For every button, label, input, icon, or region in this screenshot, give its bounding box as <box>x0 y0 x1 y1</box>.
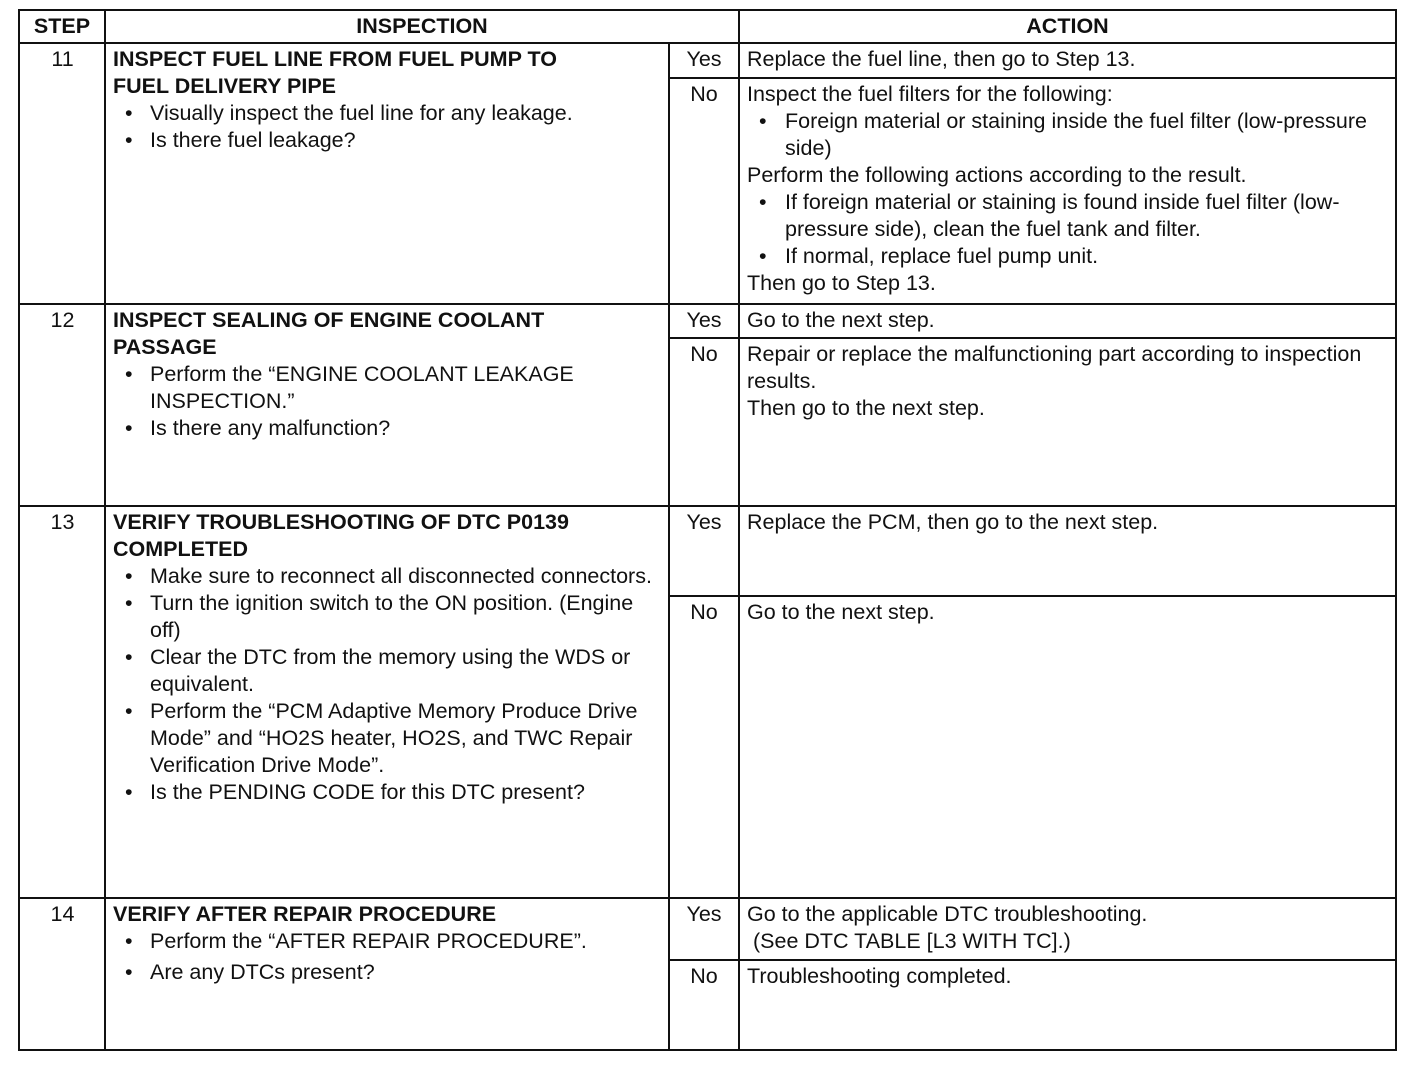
list-item: • Are any DTCs present? <box>113 959 662 986</box>
yes-label: Yes <box>669 43 739 78</box>
step-number: 14 <box>19 898 105 1050</box>
list-item: • Foreign material or staining inside the fuel filter (low-pressure side) <box>747 108 1389 162</box>
inspection-bullets <box>113 361 662 442</box>
header-inspection: INSPECTION <box>105 10 739 43</box>
inspection-title: VERIFY TROUBLESHOOTING OF DTC P0139 COMPLETED <box>113 510 569 561</box>
no-action: Troubleshooting completed. <box>739 960 1396 1050</box>
no-action: Repair or replace the malfunctioning part according to inspection results. Then go to the next step. <box>739 338 1396 506</box>
step-11-yes-row <box>19 43 1396 78</box>
yes-label: Yes <box>669 506 739 596</box>
list-item: • Turn the ignition switch to the ON position. (Engine off) <box>113 590 662 644</box>
list-item: • Perform the “AFTER REPAIR PROCEDURE”. <box>113 928 662 955</box>
step-number: 12 <box>19 304 105 506</box>
inspection-cell <box>105 43 669 304</box>
list-item: • If foreign material or staining is found inside fuel filter (low-pressure side), clean the fuel tank and filter. <box>747 189 1389 243</box>
list-item: • Clear the DTC from the memory using the WDS or equivalent. <box>113 644 662 698</box>
step-13-yes-row <box>19 506 1396 596</box>
header-step: STEP <box>19 10 105 43</box>
list-item: • Perform the “PCM Adaptive Memory Produce Drive Mode” and “HO2S heater, HO2S, and TWC Repair Verification Drive Mode”. <box>113 698 662 779</box>
troubleshooting-table <box>18 9 1397 1051</box>
yes-action: Go to the next step. <box>739 304 1396 338</box>
step-12-yes-row <box>19 304 1396 338</box>
no-label: No <box>669 596 739 898</box>
list-item: • Is there fuel leakage? <box>113 127 662 154</box>
no-label: No <box>669 78 739 304</box>
no-action: Inspect the fuel filters for the following: • Foreign material or staining inside the fuel filter (low-pressure side) Perform the following actions according to the result. • If foreign material or staining is found inside fuel filter (low-pressure side), clean the fuel tank and filter. • If normal, replace fuel pump unit. Then go to Step 13. <box>739 78 1396 304</box>
step-number: 13 <box>19 506 105 898</box>
header-row <box>19 10 1396 43</box>
step-number: 11 <box>19 43 105 304</box>
list-item: • Make sure to reconnect all disconnected connectors. <box>113 563 662 590</box>
inspection-bullets <box>113 563 662 806</box>
inspection-title: INSPECT SEALING OF ENGINE COOLANT PASSAGE <box>113 308 545 359</box>
yes-label: Yes <box>669 898 739 960</box>
no-label: No <box>669 338 739 506</box>
list-item: • If normal, replace fuel pump unit. <box>747 243 1389 270</box>
list-item: • Is there any malfunction? <box>113 415 662 442</box>
yes-label: Yes <box>669 304 739 338</box>
inspection-bullets <box>113 100 662 154</box>
yes-action: Replace the fuel line, then go to Step 13. <box>739 43 1396 78</box>
list-item: • Perform the “ENGINE COOLANT LEAKAGE INSPECTION.” <box>113 361 662 415</box>
inspection-bullets <box>113 928 662 986</box>
list-item: • Visually inspect the fuel line for any leakage. <box>113 100 662 127</box>
no-label: No <box>669 960 739 1050</box>
inspection-cell <box>105 304 669 506</box>
step-14-yes-row <box>19 898 1396 960</box>
yes-action: Go to the applicable DTC troubleshooting. (See DTC TABLE [L3 WITH TC].) <box>739 898 1396 960</box>
inspection-cell <box>105 898 669 1050</box>
list-item: • Is the PENDING CODE for this DTC present? <box>113 779 662 806</box>
inspection-cell <box>105 506 669 898</box>
header-action: ACTION <box>739 10 1396 43</box>
yes-action: Replace the PCM, then go to the next step. <box>739 506 1396 596</box>
inspection-title: INSPECT FUEL LINE FROM FUEL PUMP TO FUEL DELIVERY PIPE <box>113 47 557 98</box>
no-action: Go to the next step. <box>739 596 1396 898</box>
inspection-title: VERIFY AFTER REPAIR PROCEDURE <box>113 902 497 926</box>
